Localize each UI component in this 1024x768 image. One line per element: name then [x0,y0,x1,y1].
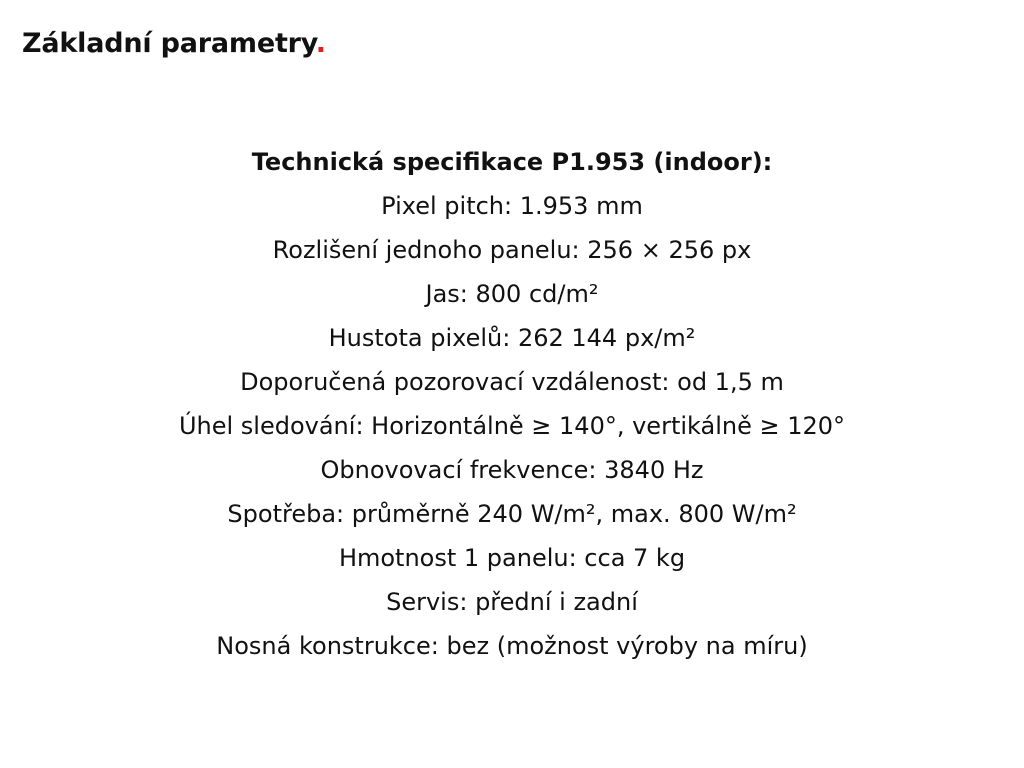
title-accent-dot: . [315,28,326,59]
spec-pixel-pitch: Pixel pitch: 1.953 mm [381,192,643,220]
spec-panel-resolution: Rozlišení jednoho panelu: 256 × 256 px [272,236,752,264]
spec-viewing-angle: Úhel sledování: Horizontálně ≥ 140°, vertikálně ≥ 120° [178,412,846,440]
spec-panel-weight: Hmotnost 1 panelu: cca 7 kg [338,544,686,572]
specification-heading: Technická specifikace P1.953 (indoor): [251,148,773,176]
spec-pixel-density: Hustota pixelů: 262 144 px/m² [328,324,696,352]
spec-refresh-rate: Obnovovací frekvence: 3840 Hz [320,456,704,484]
spec-brightness: Jas: 800 cd/m² [425,280,599,308]
specification-block [0,140,1024,668]
spec-service-access: Servis: přední i zadní [386,588,638,616]
spec-support-structure: Nosná konstrukce: bez (možnost výroby na míru) [216,632,808,660]
spec-power-consumption: Spotřeba: průměrně 240 W/m², max. 800 W/m² [227,500,797,528]
page-title-text: Základní parametry [22,28,316,59]
page-title [22,26,326,62]
spec-viewing-distance: Doporučená pozorovací vzdálenost: od 1,5 m [240,368,784,396]
specification-list [0,184,1024,668]
